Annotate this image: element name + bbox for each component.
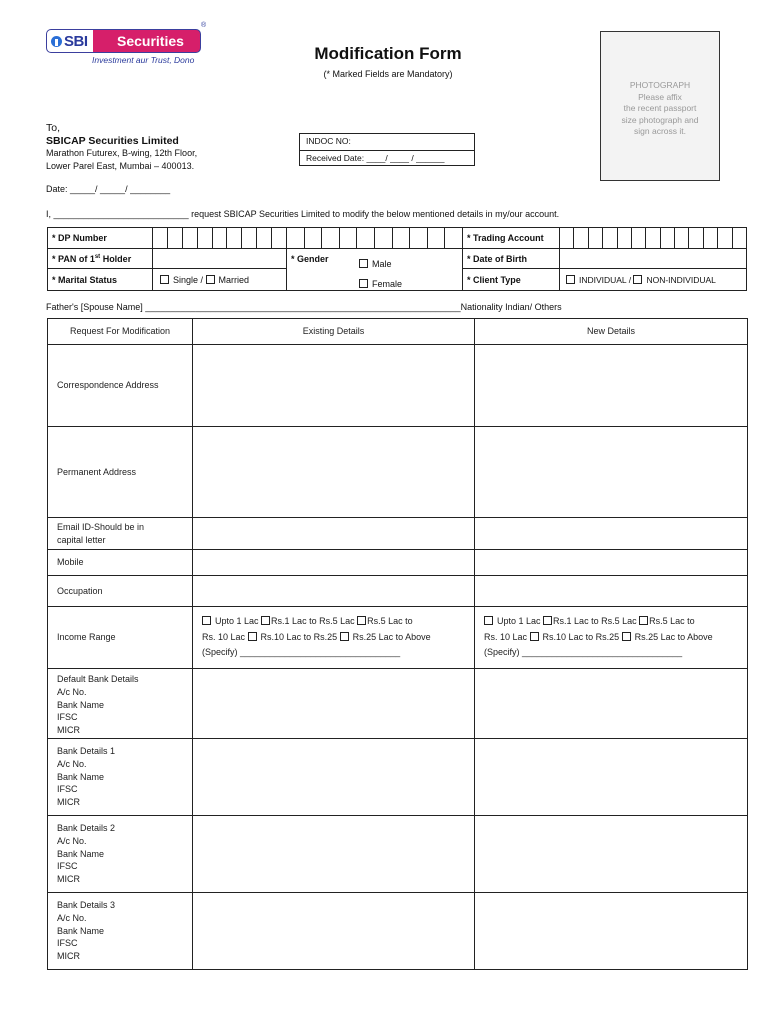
checkbox-icon[interactable]: [633, 275, 642, 284]
row-label-default-bank: [48, 669, 193, 739]
marital-married-option[interactable]: Married: [206, 275, 250, 285]
header-request: Request For Modification: [48, 319, 193, 345]
date-of-birth-label: * Date of Birth: [462, 249, 559, 269]
checkbox-icon[interactable]: [261, 616, 270, 625]
photo-line: the recent passport: [623, 103, 697, 113]
checkbox-icon[interactable]: [530, 632, 539, 641]
income-option[interactable]: Rs.10 Lac to Rs.25: [530, 632, 620, 642]
dp-number-digit[interactable]: [445, 228, 463, 249]
checkbox-icon[interactable]: [622, 632, 631, 641]
checkbox-icon[interactable]: [357, 616, 366, 625]
bank-label-line: Bank Details 1: [57, 746, 116, 756]
pan-label-suffix: st: [94, 253, 101, 260]
bank-label-line: A/c No.: [57, 686, 87, 697]
new-bank-2-input[interactable]: [475, 816, 748, 893]
checkbox-icon[interactable]: [484, 616, 493, 625]
client-type-options: [559, 269, 746, 291]
row-label-income: Income Range: [48, 607, 193, 669]
marital-status-label: * Marital Status: [48, 269, 153, 291]
bank-label-line: MICR: [57, 725, 80, 736]
row-label-bank-1: [48, 739, 193, 816]
bank-label-line: IFSC: [57, 938, 78, 949]
checkbox-icon[interactable]: [543, 616, 552, 625]
client-individual-option[interactable]: INDIVIDUAL /: [566, 275, 631, 285]
row-label-mobile: Mobile: [48, 550, 193, 576]
logo-tagline: Investment aur Trust, Dono: [92, 55, 195, 65]
new-income-options: [475, 607, 748, 669]
existing-email-input[interactable]: [193, 518, 475, 550]
dp-number-digit[interactable]: [287, 228, 305, 249]
sbi-logo-icon: [51, 36, 62, 47]
table-row: [48, 607, 748, 669]
dp-number-digit[interactable]: [427, 228, 445, 249]
checkbox-icon[interactable]: [248, 632, 257, 641]
trading-account-digit[interactable]: [675, 228, 689, 249]
date-field[interactable]: Date: _____/ _____/ ________: [46, 184, 171, 194]
trading-account-digit[interactable]: [603, 228, 617, 249]
income-option-continued: Rs. 10 Lac: [484, 631, 528, 642]
dp-number-digit[interactable]: [227, 228, 242, 249]
row-label-email: [48, 518, 193, 550]
bank-label-line: IFSC: [57, 784, 78, 795]
row-label-occupation: Occupation: [48, 576, 193, 607]
form-subtitle: (* Marked Fields are Mandatory): [323, 69, 453, 79]
table-row: [48, 345, 748, 427]
table-row: [48, 576, 748, 607]
client-non-individual-option[interactable]: NON-INDIVIDUAL: [633, 275, 715, 285]
income-option[interactable]: Upto 1 Lac: [484, 616, 541, 626]
address-line-1: Marathon Futurex, B-wing, 12th Floor,: [46, 148, 198, 158]
logo-brand-left: SBI: [51, 33, 88, 50]
dp-number-digit[interactable]: [410, 228, 428, 249]
email-label-line: Email ID-Should be in: [57, 521, 145, 532]
trading-account-digit[interactable]: [588, 228, 602, 249]
trading-account-digit[interactable]: [559, 228, 573, 249]
bank-label-line: MICR: [57, 874, 80, 885]
photo-line: PHOTOGRAPH: [629, 80, 691, 90]
gender-female-option[interactable]: Female: [359, 274, 402, 294]
trading-account-digit[interactable]: [574, 228, 588, 249]
dp-number-label: * DP Number: [48, 228, 153, 249]
dp-number-digit[interactable]: [197, 228, 212, 249]
income-option[interactable]: Rs.5 Lac to: [639, 616, 695, 626]
dp-number-digit[interactable]: [374, 228, 392, 249]
income-option-continued: Rs. 10 Lac: [202, 631, 246, 642]
income-option[interactable]: Rs.25 Lac to Above: [622, 632, 713, 642]
checkbox-icon[interactable]: [160, 275, 169, 284]
income-specify-field[interactable]: (Specify) ________________________________: [484, 647, 683, 658]
company-name: SBICAP Securities Limited: [46, 135, 179, 147]
dp-number-digit[interactable]: [272, 228, 287, 249]
trading-account-digit[interactable]: [703, 228, 717, 249]
marital-single-option[interactable]: Single /: [160, 275, 203, 285]
dp-number-digit[interactable]: [357, 228, 375, 249]
photo-line: sign across it.: [634, 126, 686, 136]
pan-label: * PAN of 1st Holder: [48, 249, 153, 269]
table-row: [48, 427, 748, 518]
dp-number-digit[interactable]: [339, 228, 357, 249]
dp-number-digit[interactable]: [153, 228, 168, 249]
trading-account-digit[interactable]: [646, 228, 660, 249]
new-permanent-input[interactable]: [475, 427, 748, 518]
bank-label-line: Bank Details 2: [57, 823, 116, 833]
row-label-permanent: Permanent Address: [48, 427, 193, 518]
indoc-number-field[interactable]: INDOC NO:: [306, 136, 351, 146]
bank-label-line: Bank Details 3: [57, 900, 116, 910]
existing-income-options: [193, 607, 475, 669]
office-use-box: [299, 133, 475, 166]
photo-line: Please affix: [638, 91, 682, 102]
registered-mark: ®: [201, 22, 207, 29]
bank-label-line: MICR: [57, 951, 80, 962]
bank-label-line: IFSC: [57, 861, 78, 872]
checkbox-icon[interactable]: [340, 632, 349, 641]
modification-table: [47, 318, 748, 970]
trading-account-digit[interactable]: [718, 228, 732, 249]
bank-label-line: A/c No.: [57, 758, 87, 769]
email-label-line: capital letter: [57, 534, 106, 545]
table-row: [48, 550, 748, 576]
father-spouse-name-field[interactable]: Father's [Spouse Name] _______________________________________________________________Nationality Indian/ Others: [46, 302, 562, 312]
checkbox-icon[interactable]: [359, 259, 368, 268]
table-row: [48, 669, 748, 739]
table-header-row: [48, 319, 748, 345]
trading-account-digit[interactable]: [660, 228, 674, 249]
dp-number-digit[interactable]: [167, 228, 182, 249]
to-label: To,: [46, 122, 61, 134]
dp-number-digit[interactable]: [242, 228, 257, 249]
personal-info-grid: [47, 227, 747, 291]
header-new: New Details: [475, 319, 748, 345]
bank-label-line: Default Bank Details: [57, 674, 139, 684]
existing-occupation-input[interactable]: [193, 576, 475, 607]
new-email-input[interactable]: [475, 518, 748, 550]
existing-bank-1-input[interactable]: [193, 739, 475, 816]
photo-line: size photograph and: [621, 114, 699, 125]
trading-account-digit[interactable]: [732, 228, 746, 249]
dp-number-digit[interactable]: [392, 228, 410, 249]
bank-label-line: A/c No.: [57, 912, 87, 923]
new-bank-3-input[interactable]: [475, 893, 748, 970]
new-occupation-input[interactable]: [475, 576, 748, 607]
address-line-2: Lower Parel East, Mumbai – 400013.: [46, 161, 195, 171]
table-row: [48, 816, 748, 893]
sbi-securities-logo: [46, 29, 201, 53]
income-option[interactable]: Rs.1 Lac to Rs.5 Lac: [261, 616, 355, 626]
bank-label-line: A/c No.: [57, 835, 87, 846]
client-type-label: * Client Type: [462, 269, 559, 291]
income-option[interactable]: Rs.25 Lac to Above: [340, 632, 431, 642]
form-title: Modification Form: [314, 44, 462, 63]
checkbox-icon[interactable]: [359, 279, 368, 288]
existing-permanent-input[interactable]: [193, 427, 475, 518]
dp-number-digit[interactable]: [212, 228, 227, 249]
pan-input[interactable]: [153, 249, 287, 269]
existing-default-bank-input[interactable]: [193, 669, 475, 739]
bank-label-line: Bank Name: [57, 848, 105, 859]
checkbox-icon[interactable]: [206, 275, 215, 284]
dp-number-digit[interactable]: [304, 228, 322, 249]
existing-bank-3-input[interactable]: [193, 893, 475, 970]
table-row: [48, 739, 748, 816]
trading-account-digit[interactable]: [617, 228, 631, 249]
gender-male-option[interactable]: Male: [359, 254, 402, 274]
new-correspondence-input[interactable]: [475, 345, 748, 427]
income-option[interactable]: Rs.10 Lac to Rs.25: [248, 632, 338, 642]
income-specify-field[interactable]: (Specify) ________________________________: [202, 647, 401, 658]
bank-label-line: IFSC: [57, 712, 78, 723]
new-bank-1-input[interactable]: [475, 739, 748, 816]
bank-label-line: MICR: [57, 797, 80, 808]
row-label-bank-2: [48, 816, 193, 893]
table-row: [48, 893, 748, 970]
bank-label-line: Bank Name: [57, 699, 105, 710]
date-of-birth-input[interactable]: [559, 249, 746, 269]
trading-account-digit[interactable]: [631, 228, 645, 249]
dp-number-digit[interactable]: [322, 228, 340, 249]
income-option[interactable]: Upto 1 Lac: [202, 616, 259, 626]
bank-label-line: Bank Name: [57, 771, 105, 782]
income-option[interactable]: Rs.1 Lac to Rs.5 Lac: [543, 616, 637, 626]
photograph-box[interactable]: [600, 31, 720, 181]
trading-account-digit[interactable]: [689, 228, 703, 249]
income-option[interactable]: Rs.5 Lac to: [357, 616, 413, 626]
row-label-bank-3: [48, 893, 193, 970]
dp-number-digit[interactable]: [182, 228, 197, 249]
request-statement[interactable]: I, ___________________________ request SBICAP Securities Limited to modify the below mentioned details in my/our account.: [46, 209, 560, 219]
gender-label: * Gender: [291, 254, 329, 264]
checkbox-icon[interactable]: [202, 616, 211, 625]
trading-account-label: * Trading Account: [462, 228, 559, 249]
marital-status-options: [153, 269, 287, 291]
dp-number-digit[interactable]: [257, 228, 272, 249]
logo-brand-right: Securities: [117, 33, 184, 49]
new-default-bank-input[interactable]: [475, 669, 748, 739]
header-existing: Existing Details: [193, 319, 475, 345]
existing-correspondence-input[interactable]: [193, 345, 475, 427]
existing-bank-2-input[interactable]: [193, 816, 475, 893]
existing-mobile-input[interactable]: [193, 550, 475, 576]
checkbox-icon[interactable]: [639, 616, 648, 625]
gender-cell: [287, 249, 463, 291]
bank-label-line: Bank Name: [57, 925, 105, 936]
checkbox-icon[interactable]: [566, 275, 575, 284]
table-row: [48, 518, 748, 550]
new-mobile-input[interactable]: [475, 550, 748, 576]
received-date-field[interactable]: Received Date: ____/ ____ / ______: [300, 150, 474, 166]
row-label-correspondence: Correspondence Address: [48, 345, 193, 427]
